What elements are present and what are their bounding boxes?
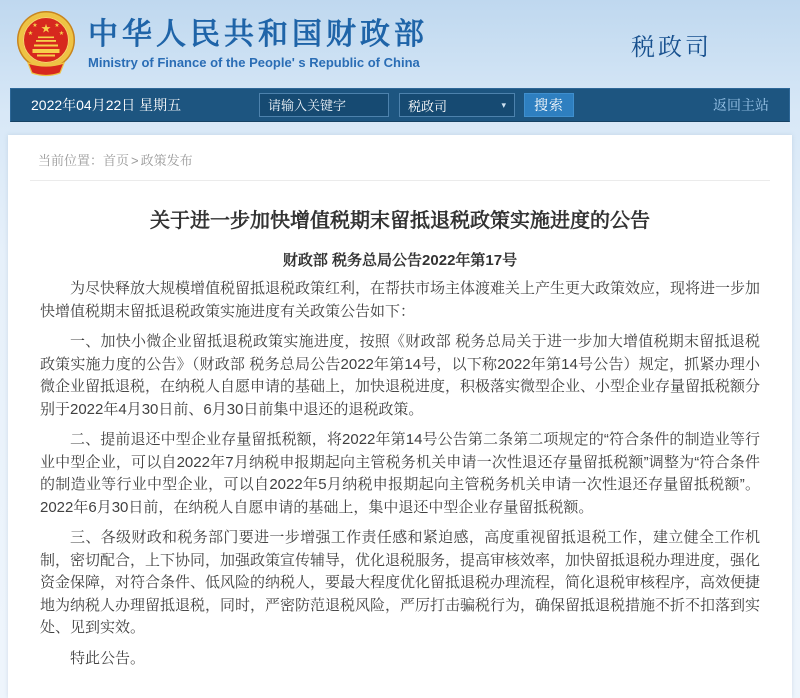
top-navbar <box>10 88 790 122</box>
search-scope-select[interactable] <box>399 93 515 117</box>
svg-text:★: ★ <box>54 23 60 29</box>
article-paragraph: 三、各级财政和税务部门要进一步增强工作责任感和紧迫感，高度重视留抵退税工作，建立健全工作机制，密切配合，上下协同，加强政策宣传辅导，优化退税服务，提高审核效率，加快留抵退税办理进度，强化资金保障，对符合条件、低风险的纳税人，要最大程度优化留抵退税办理流程，简化退税审核程序，高效便捷地为纳税人办理留抵退税，同时，严密防范退税风险，严厉打击骗税行为，确保留抵退税措施不折不扣落到实处、见到实效。 <box>40 529 761 636</box>
article-paragraph: 一、加快小微企业留抵退税政策实施进度，按照《财政部 税务总局关于进一步加大增值税期末留抵退税政策实施力度的公告》（财政部 税务总局公告2022年第14号，以下称2022年第14号公告）规定，抓紧办理小微企业留抵退税，在纳税人自愿申请的基础上，加快退税进度，积极落实微型企业、小型企业存量留抵税额分别于2022年4月30日前、6月30日前集中退还的退税政策。 <box>40 333 761 418</box>
return-main-site-link[interactable]: 返回主站 <box>713 97 769 113</box>
breadcrumb-section-link[interactable]: 政策发布 <box>140 153 193 168</box>
svg-text:★: ★ <box>40 21 52 36</box>
site-header <box>0 0 800 88</box>
site-title-en: Ministry of Finance of the People' s Republic of China <box>88 55 420 70</box>
search-button[interactable]: 搜索 <box>524 93 574 117</box>
document-number: 财政部 税务总局公告2022年第17号 <box>282 252 518 269</box>
site-title-cn: 中华人民共和国财政部 <box>88 18 428 51</box>
article-title: 关于进一步加快增值税期末留抵退税政策实施进度的公告 <box>150 210 650 232</box>
content-panel <box>8 135 792 698</box>
search-scope-value: 税政司 <box>408 98 448 114</box>
svg-text:★: ★ <box>58 31 65 37</box>
article-paragraph: 特此公告。 <box>70 649 146 667</box>
svg-text:★: ★ <box>27 31 34 37</box>
current-date: 2022年04月22日 星期五 <box>31 97 182 113</box>
national-emblem-icon <box>14 10 78 78</box>
breadcrumb-label: 当前位置： <box>38 153 104 168</box>
brand <box>14 10 428 78</box>
brand-text <box>88 18 428 70</box>
breadcrumb-home-link[interactable]: 首页 <box>103 153 130 168</box>
chevron-down-icon: ▾ <box>501 99 506 110</box>
article-paragraph: 二、提前退还中型企业存量留抵税额，将2022年第14号公告第二条第二项规定的“符合条件的制造业等行业中型企业，可以自2022年7月纳税申报期起向主管税务机关申请一次性退还存量留抵税额”调整为“符合条件的制造业等行业中型企业，可以自2022年5月纳税申报期起向主管税务机关申请一次性退还存量留抵税额”。2022年6月30日前，在纳税人自愿申请的基础上，集中退还中型企业存量留抵税额。 <box>40 431 760 516</box>
breadcrumb-separator: > <box>131 153 139 168</box>
article-paragraph: 为尽快释放大规模增值税留抵退税政策红利，在帮扶市场主体渡难关上产生更大政策效应，现将进一步加快增值税期末留抵退税政策实施进度有关政策公告如下： <box>40 280 761 320</box>
svg-text:★: ★ <box>32 23 38 29</box>
search-input[interactable] <box>259 93 389 117</box>
department-title: 税政司 <box>631 33 712 61</box>
article-body <box>40 278 760 670</box>
announcement-article <box>8 207 792 698</box>
breadcrumb <box>30 135 770 181</box>
